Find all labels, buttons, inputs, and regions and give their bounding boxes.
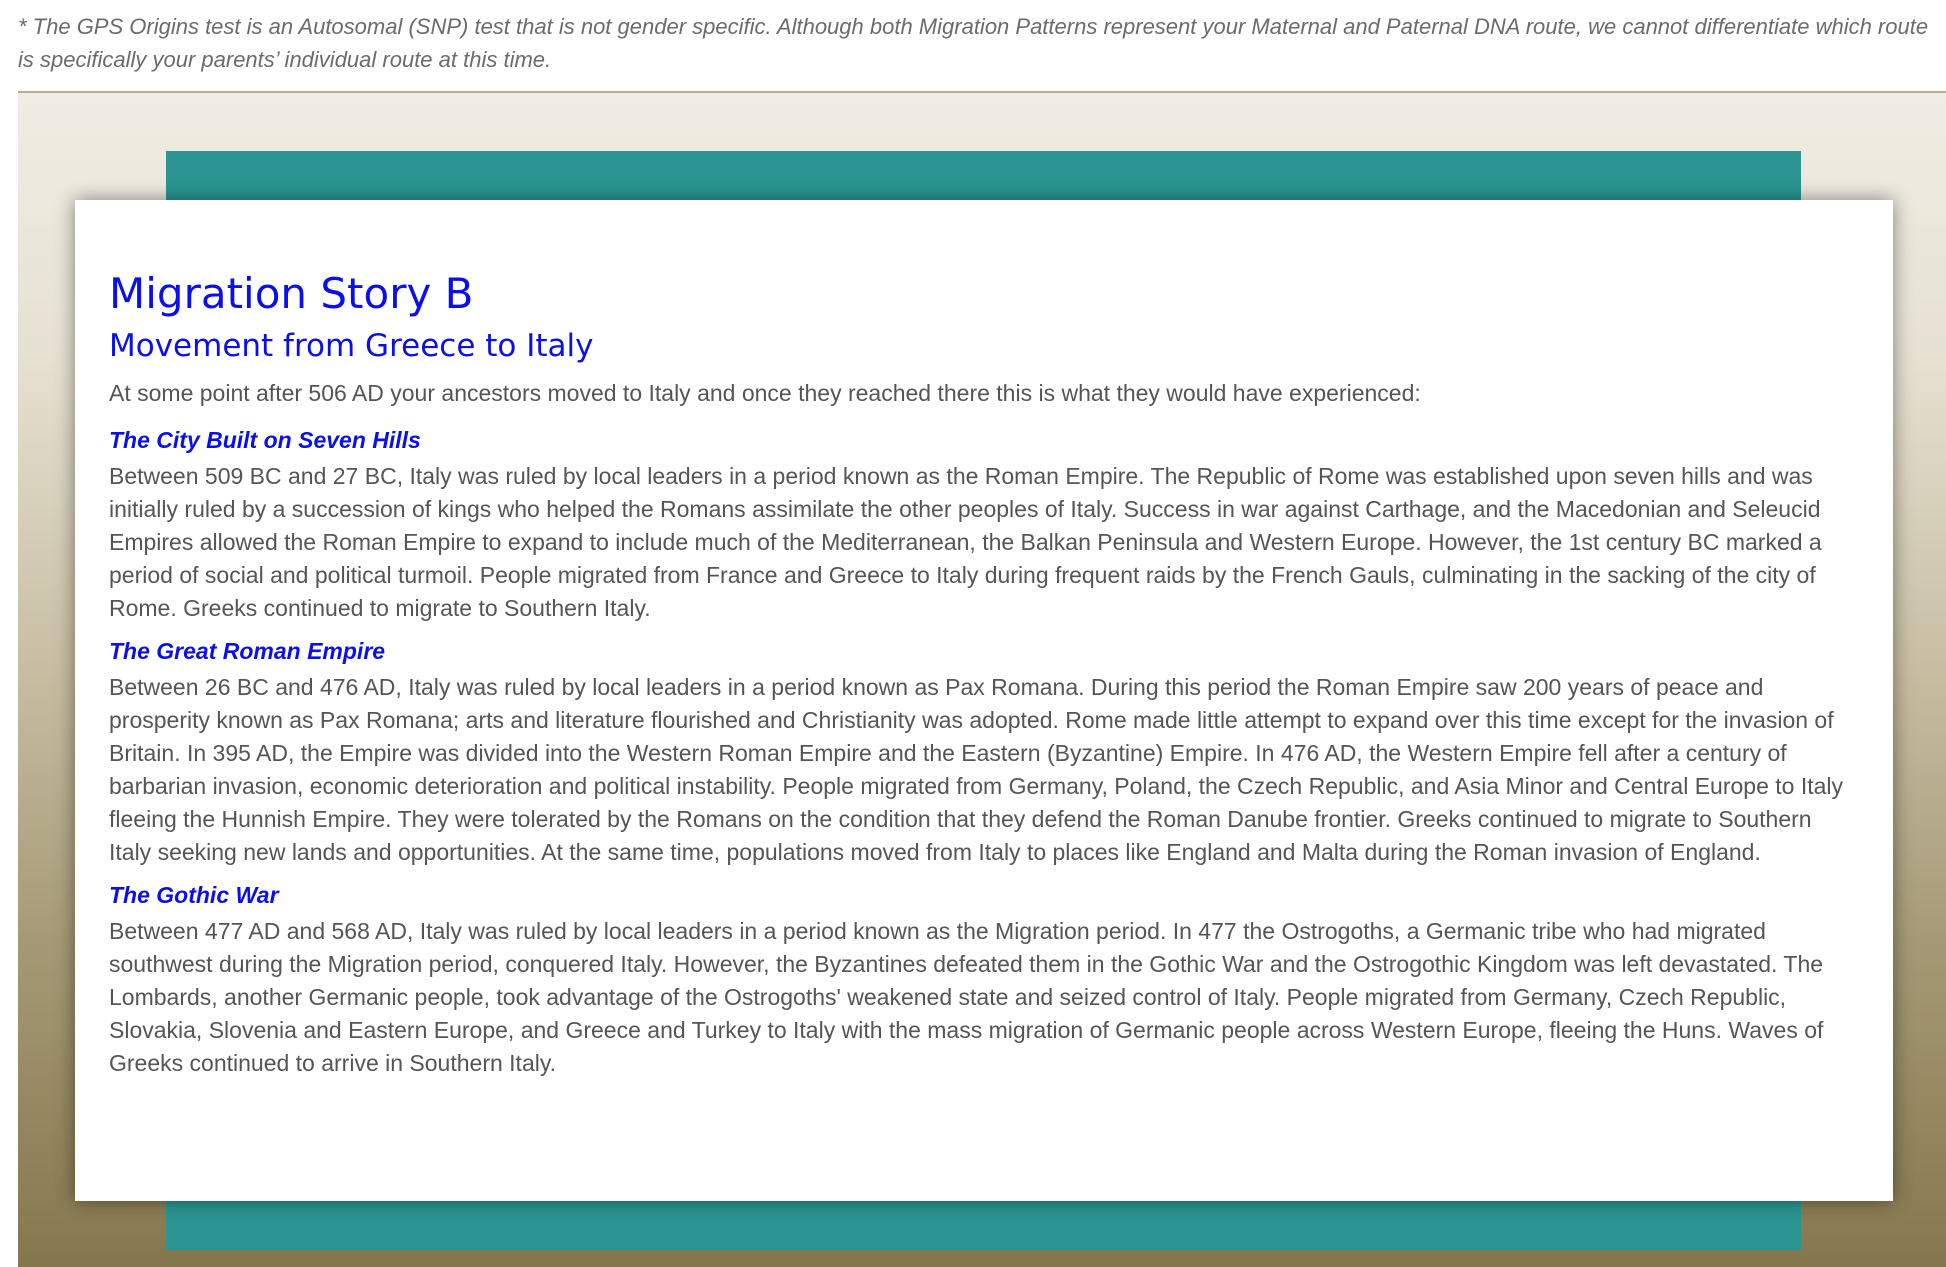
section-heading: The Gothic War (109, 882, 279, 908)
section-heading: The City Built on Seven Hills (109, 427, 421, 453)
section-heading: The Great Roman Empire (109, 638, 386, 664)
story-section (109, 631, 1857, 869)
section-body: Between 26 BC and 476 AD, Italy was ruled by local leaders in a period known as Pax Romana. During this period the Roman Empire saw 200 years of peace and prosperity known as Pax Romana; arts and literature flourished and Christianity was adopted. Rome made little attempt to expand over this time except for the invasion of Britain. In 395 AD, the Empire was divided into the Western Roman Empire and the Eastern (Byzantine) Empire. In 476 AD, the Western Empire fell after a century of barbarian invasion, economic deterioration and political instability. People migrated from Germany, Poland, the Czech Republic, and Asia Minor and Central Europe to Italy fleeing the Hunnish Empire. They were tolerated by the Romans on the condition that they defend the Roman Danube frontier. Greeks continued to migrate to Southern Italy seeking new lands and opportunities. At the same time, populations moved from Italy to places like England and Malta during the Roman invasion of England. (109, 674, 1844, 865)
story-section (109, 875, 1857, 1080)
story-subtitle: Movement from Greece to Italy (109, 328, 594, 364)
disclaimer-note: * The GPS Origins test is an Autosomal (SNP) test that is not gender specific. Although both Migration Patterns represent your Maternal and Paternal DNA route, we cannot differentiate which route is specifically your parents’ individual route at this time. (18, 14, 1929, 72)
story-section (109, 420, 1857, 625)
story-title: Migration Story B (109, 269, 474, 318)
story-intro: At some point after 506 AD your ancestors moved to Italy and once they reached there this is what they would have experienced: (109, 380, 1421, 406)
migration-story-card (75, 200, 1893, 1201)
section-body: Between 477 AD and 568 AD, Italy was ruled by local leaders in a period known as the Migration period. In 477 the Ostrogoths, a Germanic tribe who had migrated southwest during the Migration period, conquered Italy. However, the Byzantines defeated them in the Gothic War and the Ostrogothic Kingdom was left devastated. The Lombards, another Germanic people, took advantage of the Ostrogoths' weakened state and seized control of Italy. People migrated from Germany, Czech Republic, Slovakia, Slovenia and Eastern Europe, and Greece and Turkey to Italy with the mass migration of Germanic people across Western Europe, fleeing the Huns. Waves of Greeks continued to arrive in Southern Italy. (109, 918, 1824, 1076)
section-body: Between 509 BC and 27 BC, Italy was ruled by local leaders in a period known as the Roman Empire. The Republic of Rome was established upon seven hills and was initially ruled by a succession of kings who helped the Romans assimilate the other peoples of Italy. Success in war against Carthage, and the Macedonian and Seleucid Empires allowed the Roman Empire to expand to include much of the Mediterranean, the Balkan Peninsula and Western Europe. However, the 1st century BC marked a period of social and political turmoil. People migrated from France and Greece to Italy during frequent raids by the French Gauls, culminating in the sacking of the city of Rome. Greeks continued to migrate to Southern Italy. (109, 463, 1822, 621)
